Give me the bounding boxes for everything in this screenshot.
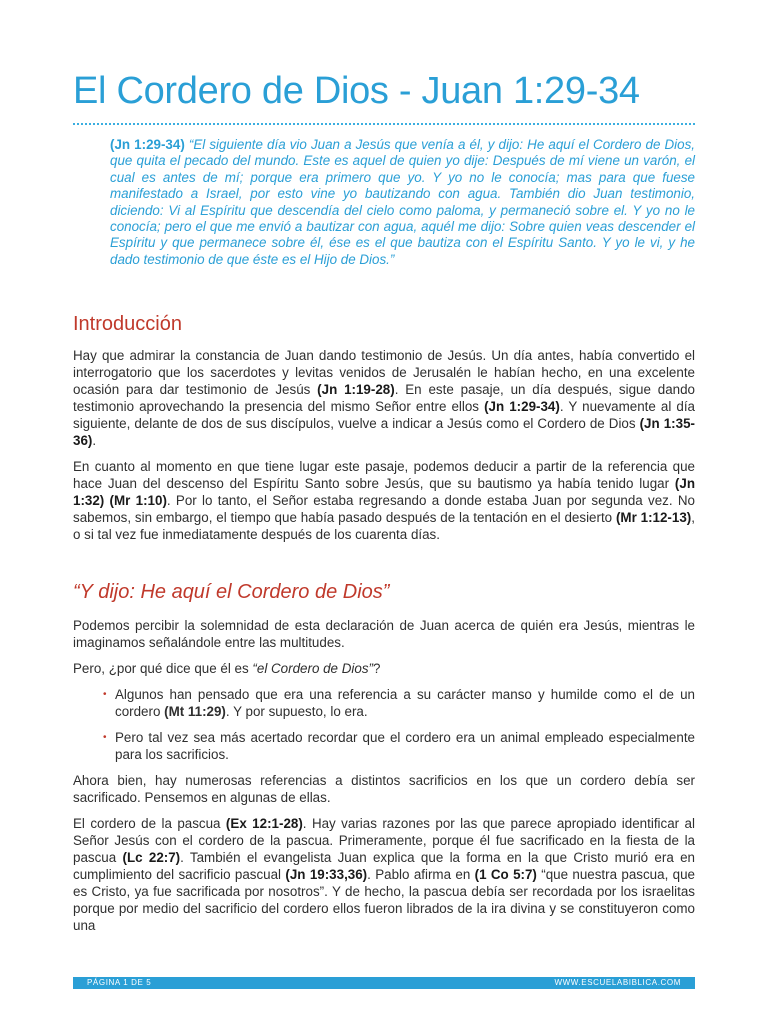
quoted-phrase: “el Cordero de Dios”: [252, 661, 373, 676]
section-cordero-body: [73, 617, 695, 943]
paragraph: Ahora bien, hay numerosas referencias a distintos sacrificios en los que un cordero debía ser sacrificado. Pensemos en algunas de ellas.: [73, 773, 695, 805]
bullet-list: [73, 686, 695, 763]
page-number: PÁGINA 1 DE 5: [87, 978, 152, 987]
paragraph: Pero, ¿por qué dice que él es “el Cordero de Dios”?: [73, 661, 381, 676]
paragraph: Podemos percibir la solemnidad de esta declaración de Juan acerca de quién era Jesús, mientras le imaginamos señalándole entre las multitudes.: [73, 618, 695, 650]
bible-reference: (Jn 1:35-36): [73, 416, 695, 448]
paragraph: En cuanto al momento en que tiene lugar este pasaje, podemos deducir a partir de la referencia que hace Juan del descenso del Espíritu Santo sobre Jesús, que su bautismo ya había tenido lugar (Jn 1:32) (Mr 1:10). Por lo tanto, el Señor estaba regresando a donde estaba Juan por segunda vez. No sabemos, sin embargo, el tiempo que había pasado después de la tentación en el desierto (Mr 1:12-13), o si tal vez fue inmediatamente después de los cuarenta días.: [73, 459, 695, 542]
bible-reference: (Mr 1:12-13): [615, 510, 692, 525]
quote-text: “El siguiente día vio Juan a Jesús que venía a él, y dijo: He aquí el Cordero de Dios, que quita el pecado del mundo. Este es aquel de quien yo dije: Después de mí viene un varón, el cual es antes de mí; porque era primero que yo. Y yo no le conocía; mas para que fuese manifestado a Israel, por esto vine yo bautizando con agua. También dio Juan testimonio, diciendo: Vi al Espíritu que descendía del cielo como paloma, y permaneció sobre el. Y yo no le conocía; pero el que me envió a bautizar con agua, aquél me dijo: Sobre quien veas descender el Espíritu y que permanece sobre él, ése es el que bautiza con el Espíritu Santo. Y yo le vi, y he dado testimonio de que éste es el Hijo de Dios.”: [110, 137, 696, 267]
bullet-icon: •: [103, 689, 107, 700]
list-item: • Pero tal vez sea más acertado recordar que el cordero era un animal empleado especialmente para los sacrificios.: [103, 730, 695, 762]
bullet-icon: •: [103, 732, 107, 743]
website-link[interactable]: WWW.ESCUELABIBLICA.COM: [554, 978, 681, 987]
paragraph: El cordero de la pascua (Ex 12:1-28). Hay varias razones por las que parece apropiado identificar al Señor Jesús con el cordero de la pascua. Primeramente, porque él fue sacrificado en la fiesta de la pascua (Lc 22:7). También el evangelista Juan explica que la forma en la que Cristo murió era en cumplimiento del sacrificio pascual (Jn 19:33,36). Pablo afirma en (1 Co 5:7) “que nuestra pascua, que es Cristo, ya fue sacrificada por nosotros”. Y de hecho, la pascua debía ser recordada por los israelitas porque por medio del sacrificio del cordero ellos fueron librados de la ira divina y se constituyeron como una: [73, 816, 695, 933]
bible-reference: (Jn 19:33,36): [285, 867, 368, 882]
section-heading-cordero: “Y dijo: He aquí el Cordero de Dios”: [73, 581, 390, 603]
title-divider: [73, 123, 695, 125]
bible-reference: (Jn 1:29-34): [484, 399, 560, 414]
paragraph: Hay que admirar la constancia de Juan dando testimonio de Jesús. Un día antes, había convertido el interrogatorio que los sacerdotes y levitas venidos de Jerusalén le habían hecho, en una excelente ocasión para dar testimonio de Jesús (Jn 1:19-28). En este pasaje, un día después, sigue dando testimonio aprovechando la presencia del mismo Señor entre ellos (Jn 1:29-34). Y nuevamente al día siguiente, delante de dos de sus discípulos, vuelve a indicar a Jesús como el Cordero de Dios (Jn 1:35-36).: [73, 348, 695, 448]
bible-reference: (Jn 1:19-28): [317, 382, 395, 397]
section-introduccion-body: [73, 347, 695, 552]
list-item: • Algunos han pensado que era una referencia a su carácter manso y humilde como el de un cordero (Mt 11:29). Y por supuesto, lo era.: [103, 687, 695, 719]
section-heading-introduccion: Introducción: [73, 313, 182, 335]
bible-reference: (1 Co 5:7): [474, 867, 537, 882]
bible-reference: (Mt 11:29): [164, 704, 226, 719]
page-footer: [73, 977, 695, 989]
bible-reference: (Jn 1:32) (Mr 1:10): [73, 476, 695, 508]
bible-reference: (Lc 22:7): [122, 850, 181, 865]
page-title: El Cordero de Dios - Juan 1:29-34: [73, 70, 640, 112]
bible-reference: (Ex 12:1-28): [225, 816, 303, 831]
quote-reference: (Jn 1:29-34): [110, 137, 185, 152]
scripture-quote: [110, 137, 695, 268]
